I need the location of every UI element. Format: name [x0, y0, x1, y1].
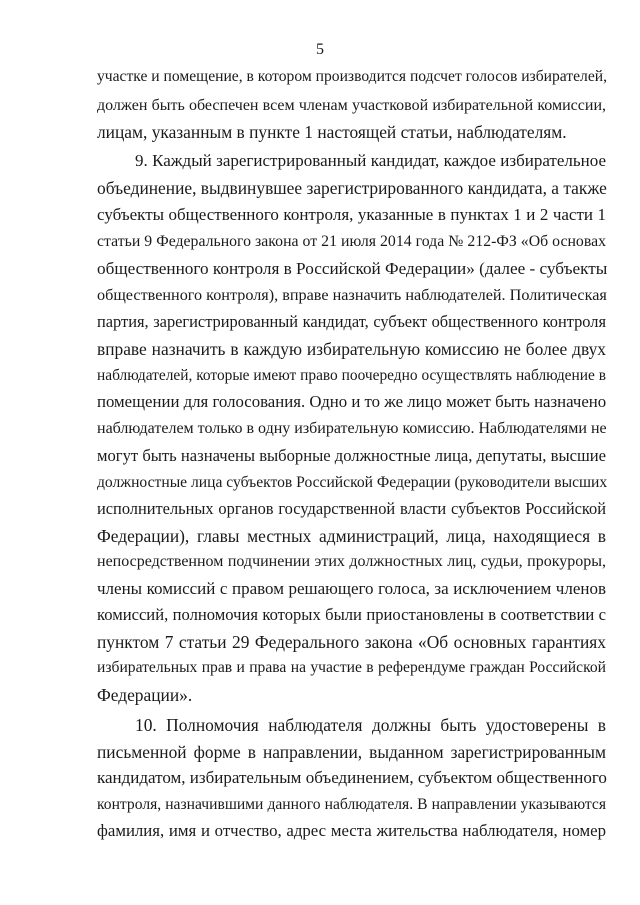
- text-line: наблюдателем только в одну избирательную комиссию. Наблюдателями не: [97, 420, 607, 437]
- text-line: пунктом 7 статьи 29 Федерального закона «Об основных гарантиях: [97, 632, 606, 652]
- text-line: общественного контроля в Российской Федерации» (далее - субъекты: [97, 259, 608, 278]
- text-line: участке и помещение, в котором производится подсчет голосов избирателей,: [97, 68, 607, 85]
- text-line: исполнительных органов государственной власти субъектов Российской: [97, 499, 606, 518]
- text-line: кандидатом, избирательным объединением, субъектом общественного: [97, 768, 607, 787]
- text-line: контроля, назначившими данного наблюдателя. В направлении указываются: [97, 796, 606, 813]
- text-line: 10. Полномочия наблюдателя должны быть удостоверены в: [135, 715, 606, 735]
- text-line: вправе назначить в каждую избирательную комиссию не более двух: [97, 339, 606, 359]
- page-number: 5: [316, 41, 324, 58]
- text-line: субъекты общественного контроля, указанные в пунктах 1 и 2 части 1: [97, 205, 606, 224]
- text-line: партия, зарегистрированный кандидат, субъект общественного контроля: [97, 312, 606, 331]
- text-line: объединение, выдвинувшее зарегистрированного кандидата, а также: [97, 178, 607, 198]
- text-line: помещении для голосования. Одно и то же лицо может быть назначено: [97, 392, 607, 411]
- text-line: общественного контроля), вправе назначить наблюдателей. Политическая: [97, 286, 607, 304]
- text-line: могут быть назначены выборные должностные лица, депутаты, высшие: [97, 446, 606, 465]
- text-line: члены комиссий с правом решающего голоса, за исключением членов: [97, 579, 606, 598]
- text-line: непосредственном подчинении этих должностных лиц, судьи, прокуроры,: [97, 553, 606, 570]
- text-line: должностные лица субъектов Российской Федерации (руководители высших: [97, 474, 608, 491]
- text-line: статьи 9 Федерального закона от 21 июля 2014 года № 212-ФЗ «Об основах: [97, 233, 606, 250]
- text-line: фамилия, имя и отчество, адрес места жительства наблюдателя, номер: [97, 821, 606, 840]
- text-line: Федерации), главы местных администраций, лица, находящиеся в: [97, 526, 606, 546]
- text-line: письменной форме в направлении, выданном зарегистрированным: [97, 742, 606, 762]
- text-line: лицам, указанным в пункте 1 настоящей статьи, наблюдателям.: [97, 122, 567, 142]
- text-line: 9. Каждый зарегистрированный кандидат, каждое избирательное: [135, 151, 606, 170]
- text-line: должен быть обеспечен всем членам участковой избирательной комиссии,: [97, 97, 606, 114]
- text-line: избирательных прав и права на участие в референдуме граждан Российской: [97, 659, 606, 676]
- text-line: наблюдателей, которые имеют право поочередно осуществлять наблюдение в: [97, 367, 606, 384]
- text-line: комиссий, полномочия которых были приостановлены в соответствии с: [97, 605, 606, 624]
- text-line: Федерации».: [97, 685, 193, 705]
